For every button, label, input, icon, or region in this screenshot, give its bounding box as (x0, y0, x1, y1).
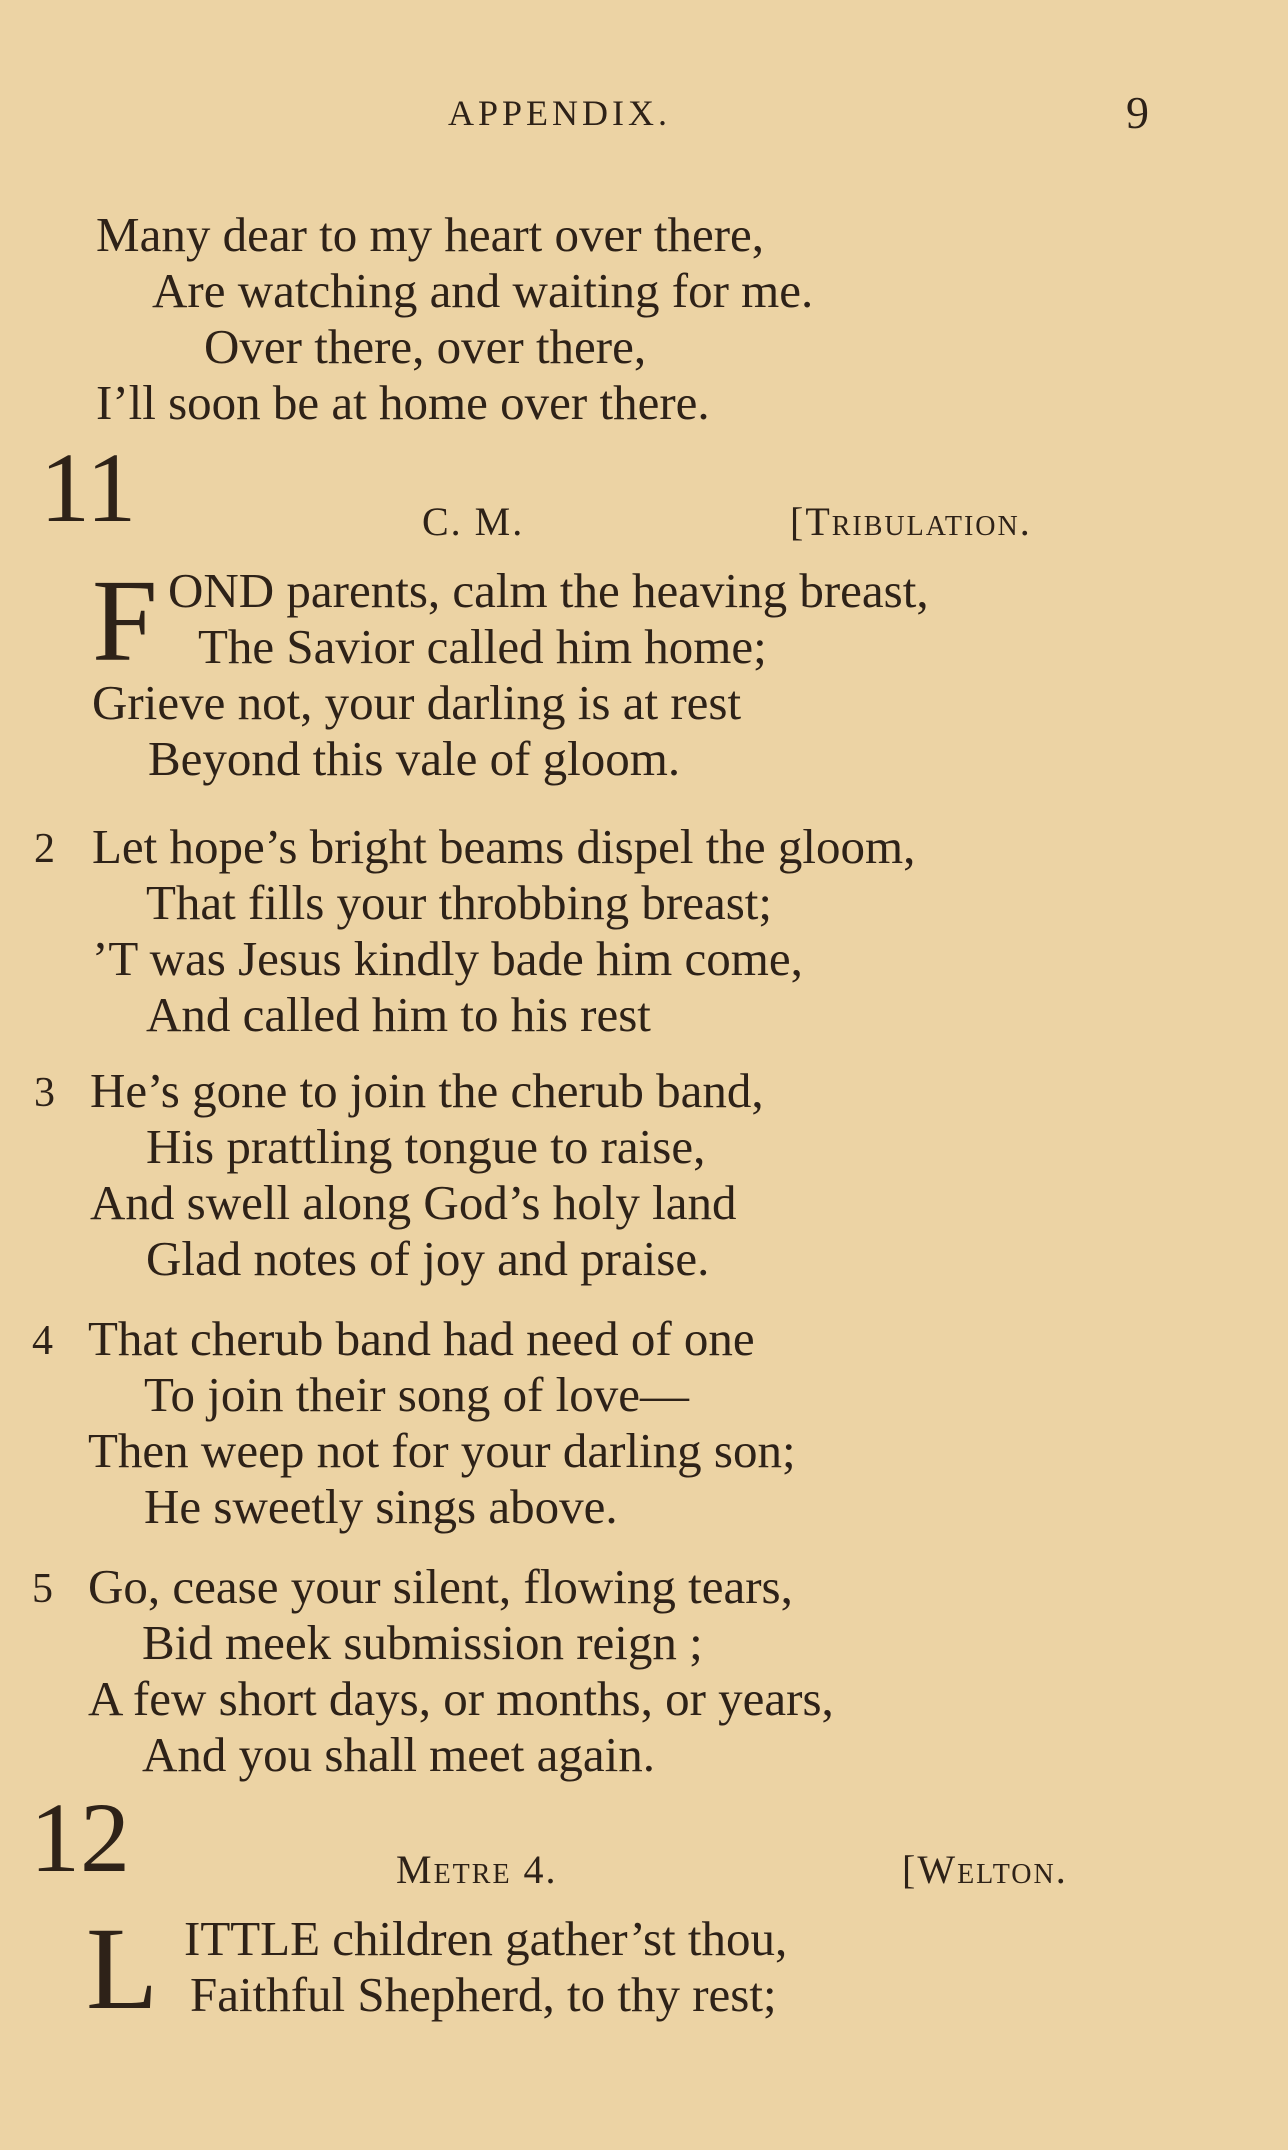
continuation-line: Many dear to my heart over there, (96, 207, 765, 262)
verse-line: And called him to his rest (146, 987, 651, 1042)
verse-line: The Savior called him home; (198, 619, 767, 674)
verse-line: A few short days, or months, or years, (88, 1671, 834, 1726)
page-number: 9 (1126, 87, 1149, 138)
hymn-number: 11 (40, 432, 137, 543)
verse-number: 4 (32, 1318, 53, 1364)
verse-line: Glad notes of joy and praise. (146, 1231, 710, 1286)
running-head (0, 87, 1288, 152)
continuation-line: I’ll soon be at home over there. (96, 375, 710, 430)
hymn-metre: Metre 4. (396, 1847, 558, 1892)
verse-line: To join their song of love— (144, 1367, 690, 1422)
hymn-tune: [Welton. (902, 1847, 1068, 1892)
verse-line: ITTLE children gather’st thou, (184, 1911, 788, 1966)
verse-line: ’T was Jesus kindly bade him come, (92, 931, 803, 986)
verse-line: He’s gone to join the cherub band, (90, 1063, 764, 1118)
verse-line: And swell along God’s holy land (90, 1175, 737, 1230)
verse-number: 2 (34, 826, 55, 872)
hymn-metre: C. M. (422, 499, 525, 544)
verse-line: He sweetly sings above. (144, 1479, 618, 1534)
verse-line: His prattling tongue to raise, (146, 1119, 706, 1174)
drop-cap: F (92, 555, 158, 686)
verse-line: Go, cease your silent, flowing tears, (88, 1559, 793, 1614)
verse-line: Let hope’s bright beams dispel the gloom, (92, 819, 916, 874)
drop-cap: L (86, 1903, 159, 2034)
hymn-tune: [Tribulation. (790, 499, 1032, 544)
verse-line: That cherub band had need of one (88, 1311, 755, 1366)
continuation-line: Over there, over there, (204, 319, 647, 374)
verse-number: 5 (32, 1566, 53, 1612)
continuation-line: Are watching and waiting for me. (152, 263, 814, 318)
verse-line: Bid meek submission reign ; (142, 1615, 703, 1670)
verse-line: Grieve not, your darling is at rest (92, 675, 742, 730)
verse-line: That fills your throbbing breast; (146, 875, 772, 930)
verse-number: 3 (34, 1070, 55, 1116)
verse-line: Beyond this vale of gloom. (148, 731, 681, 786)
verse-line: Faithful Shepherd, to thy rest; (190, 1967, 777, 2022)
verse-line: Then weep not for your darling son; (88, 1423, 796, 1478)
verse-line: OND parents, calm the heaving breast, (168, 563, 929, 618)
hymn-number: 12 (30, 1782, 130, 1893)
running-title: APPENDIX. (448, 93, 672, 133)
verse-line: And you shall meet again. (142, 1727, 656, 1782)
